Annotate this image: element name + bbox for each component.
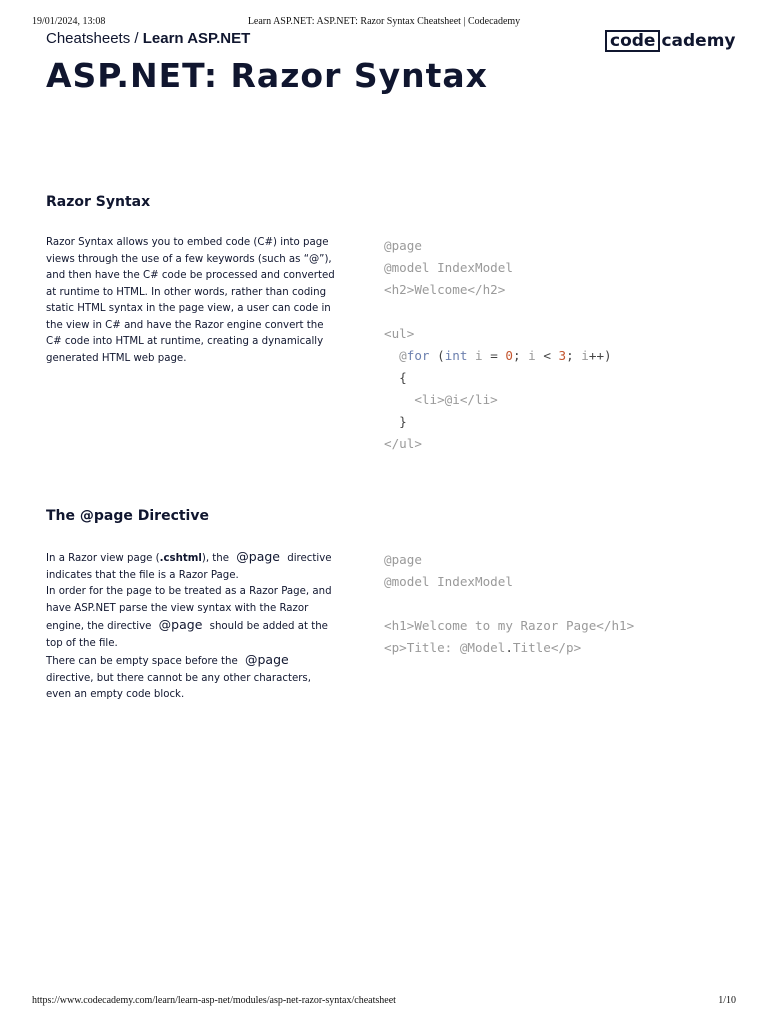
page-directive-paragraph-2: In order for the page to be treated as a Razor Page, and have ASP.NET parse the view syntax with the Razor engine, the directive @page should be added at the top of the file.	[46, 586, 332, 649]
section-heading-page-directive: The @page Directive	[46, 508, 209, 524]
inline-code-page: @page	[158, 617, 203, 632]
breadcrumb	[46, 30, 250, 47]
inline-code-page: @page	[236, 549, 280, 564]
print-page-number: 1/10	[718, 995, 736, 1006]
razor-syntax-code-example: @page @model IndexModel <h2>Welcome</h2> <ul> @for (int i = 0; i < 3; i++) { <li>@i</li> } </ul>	[384, 238, 612, 451]
logo-code-box: code	[605, 30, 660, 52]
page-directive-paragraph-1: In a Razor view page (.cshtml), the @page directive indicates that the file is a Razor Page.	[46, 549, 332, 581]
print-datetime: 19/01/2024, 13:08	[32, 16, 106, 27]
page-title: ASP.NET: Razor Syntax	[46, 56, 488, 95]
breadcrumb-separator: /	[130, 30, 143, 47]
inline-code-page: @page	[244, 652, 289, 667]
page-directive-code-example: @page @model IndexModel <h1>Welcome to my Razor Page</h1> <p>Title: @Model.Title</p>	[384, 552, 635, 655]
print-document-title: Learn ASP.NET: ASP.NET: Razor Syntax Cheatsheet | Codecademy	[247, 16, 521, 27]
page-directive-paragraph-3: There can be empty space before the @page directive, but there cannot be any other characters, even an empty code block.	[46, 652, 311, 700]
print-header	[32, 16, 736, 30]
codecademy-logo[interactable]	[605, 30, 736, 52]
razor-syntax-paragraph: Razor Syntax allows you to embed code (C#) into page views through the use of a few keywords (such as “@”), and then have the C# code be processed and converted at runtime to HTML. In other words, rather than coding static HTML syntax in the page view, a user can code in the view in C# and have the Razor engine convert the C# code into HTML at runtime, creating a dynamically generated HTML web page.	[46, 237, 335, 364]
page-directive-description	[46, 549, 336, 704]
razor-syntax-description	[46, 235, 336, 367]
breadcrumb-cheatsheets-link[interactable]: Cheatsheets	[46, 30, 131, 47]
logo-cademy-text: cademy	[661, 31, 736, 51]
print-url: https://www.codecademy.com/learn/learn-asp-net/modules/asp-net-razor-syntax/cheatsheet	[32, 995, 396, 1006]
print-footer	[32, 995, 736, 1009]
section-heading-razor-syntax: Razor Syntax	[46, 194, 151, 210]
breadcrumb-course-link[interactable]: Learn ASP.NET	[142, 30, 251, 47]
